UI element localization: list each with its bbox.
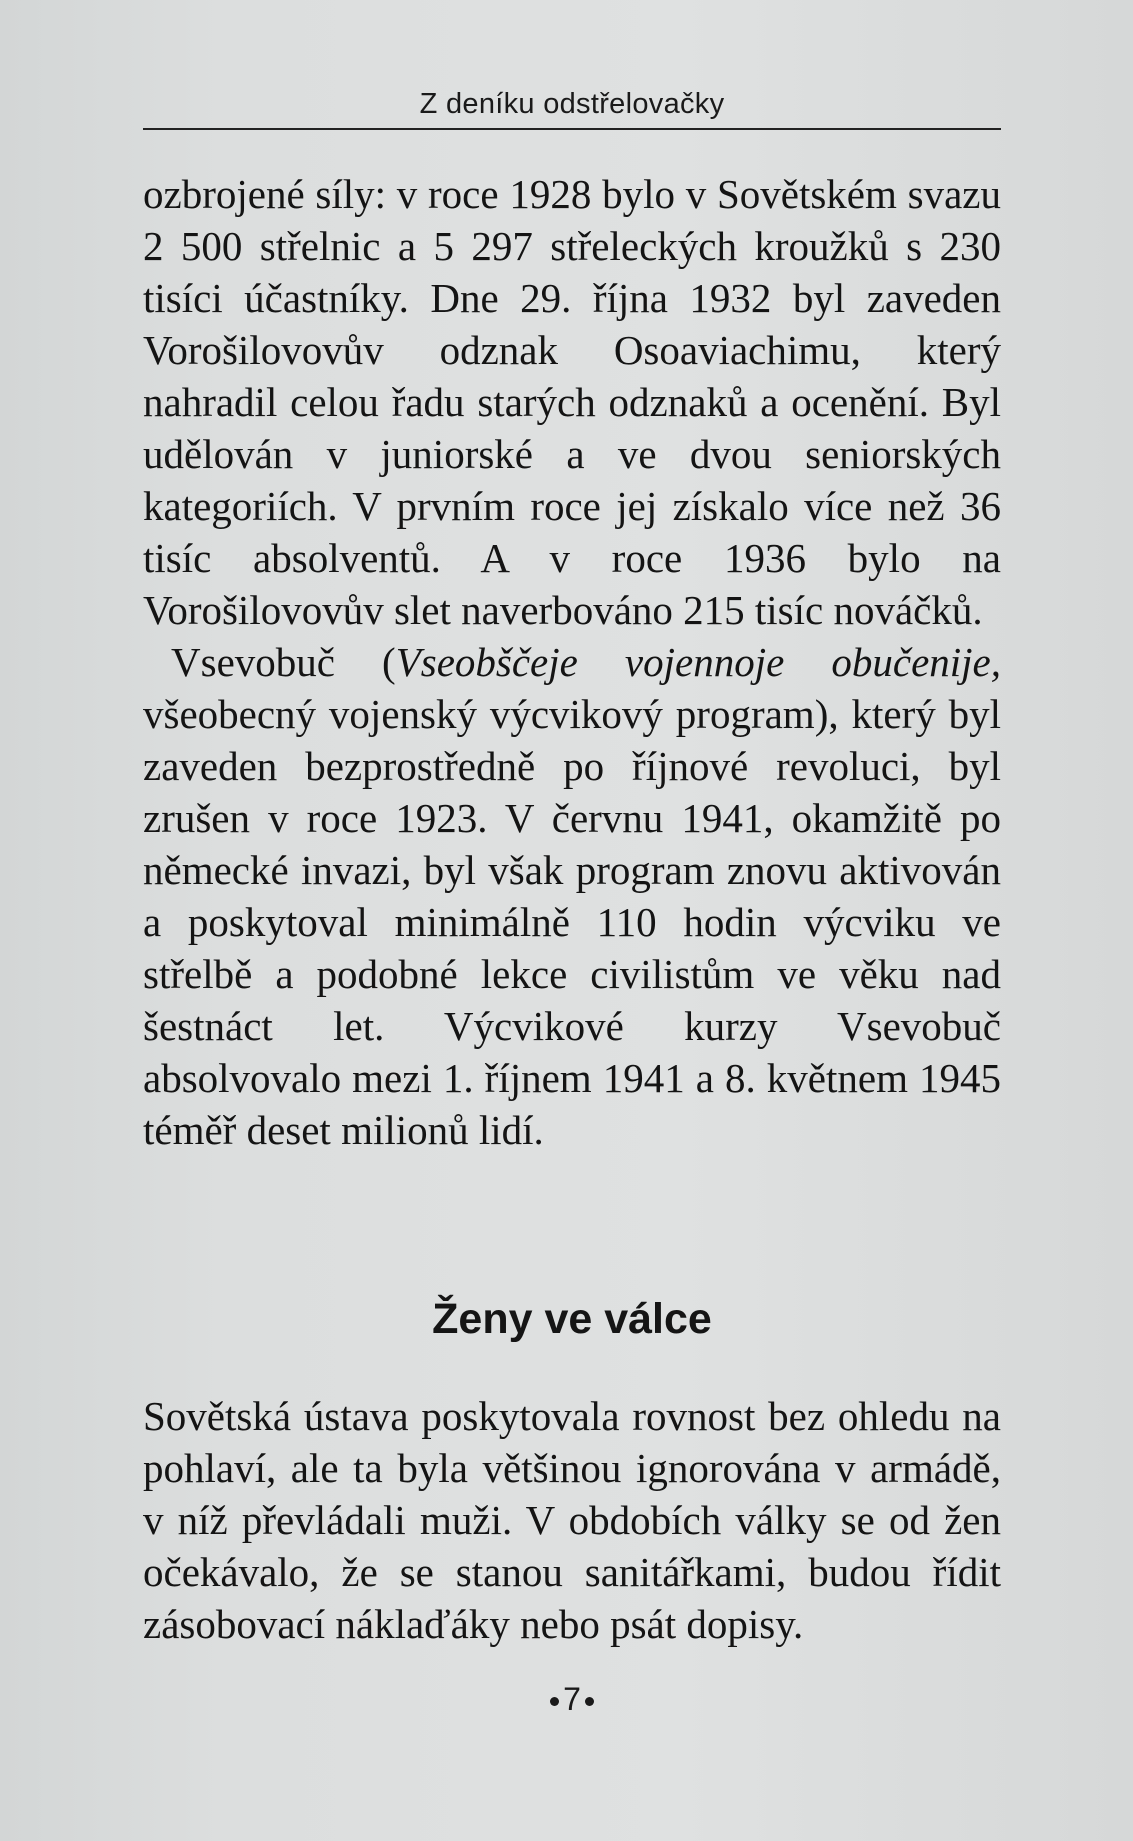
paragraph-2-italic: Vseobščeje vojennoje obučenije,	[395, 639, 1001, 685]
paragraph-2	[143, 636, 1001, 1156]
paragraph-1: ozbrojené síly: v roce 1928 bylo v Sovětském svazu 2 500 střelnic a 5 297 střeleckých kroužků s 230 tisíci účastníky. Dne 29. října 1932 byl zaveden Vorošilovovův odznak Osoaviachimu, který nahradil celou řadu starých odznaků a ocenění. Byl udělován v juniorské a ve dvou seniorských kategoriích. V prvním roce jej získalo více než 36 tisíc absolventů. A v roce 1936 bylo na Vorošilovovův slet naverbováno 215 tisíc nováčků.	[143, 171, 1001, 633]
paragraph-2-start: Vsevobuč (	[171, 639, 396, 685]
section-1-text	[143, 168, 1001, 1156]
page-number	[143, 1681, 1001, 1718]
running-head-title: Z deníku odstřelovačky	[419, 88, 725, 120]
paragraph-3: Sovětská ústava poskytovala rovnost bez ohledu na pohlaví, ale ta byla většinou ignorována v armádě, v níž převládali muži. V obdobích války se od žen očekávalo, že se stanou sanitářkami, budou řídit zásobovací náklaďáky nebo psát dopisy.	[143, 1393, 1001, 1647]
bullet-left-icon	[550, 1697, 559, 1706]
bullet-right-icon	[585, 1697, 594, 1706]
header-rule	[143, 128, 1001, 130]
section-2-text	[143, 1390, 1001, 1650]
paragraph-2-end: všeobecný vojenský výcvikový program), který byl zaveden bezprostředně po říjnové revoluci, byl zrušen v roce 1923. V červnu 1941, okamžitě po německé invazi, byl však program znovu aktivován a poskytoval minimálně 110 hodin výcviku ve střelbě a podobné lekce civilistům ve věku nad šestnáct let. Výcvikové kurzy Vsevobuč absolvovalo mezi 1. říjnem 1941 a 8. květnem 1945 téměř deset milionů lidí.	[143, 691, 1001, 1153]
page-number-value: 7	[563, 1681, 581, 1717]
section-heading: Ženy ve válce	[432, 1295, 712, 1343]
